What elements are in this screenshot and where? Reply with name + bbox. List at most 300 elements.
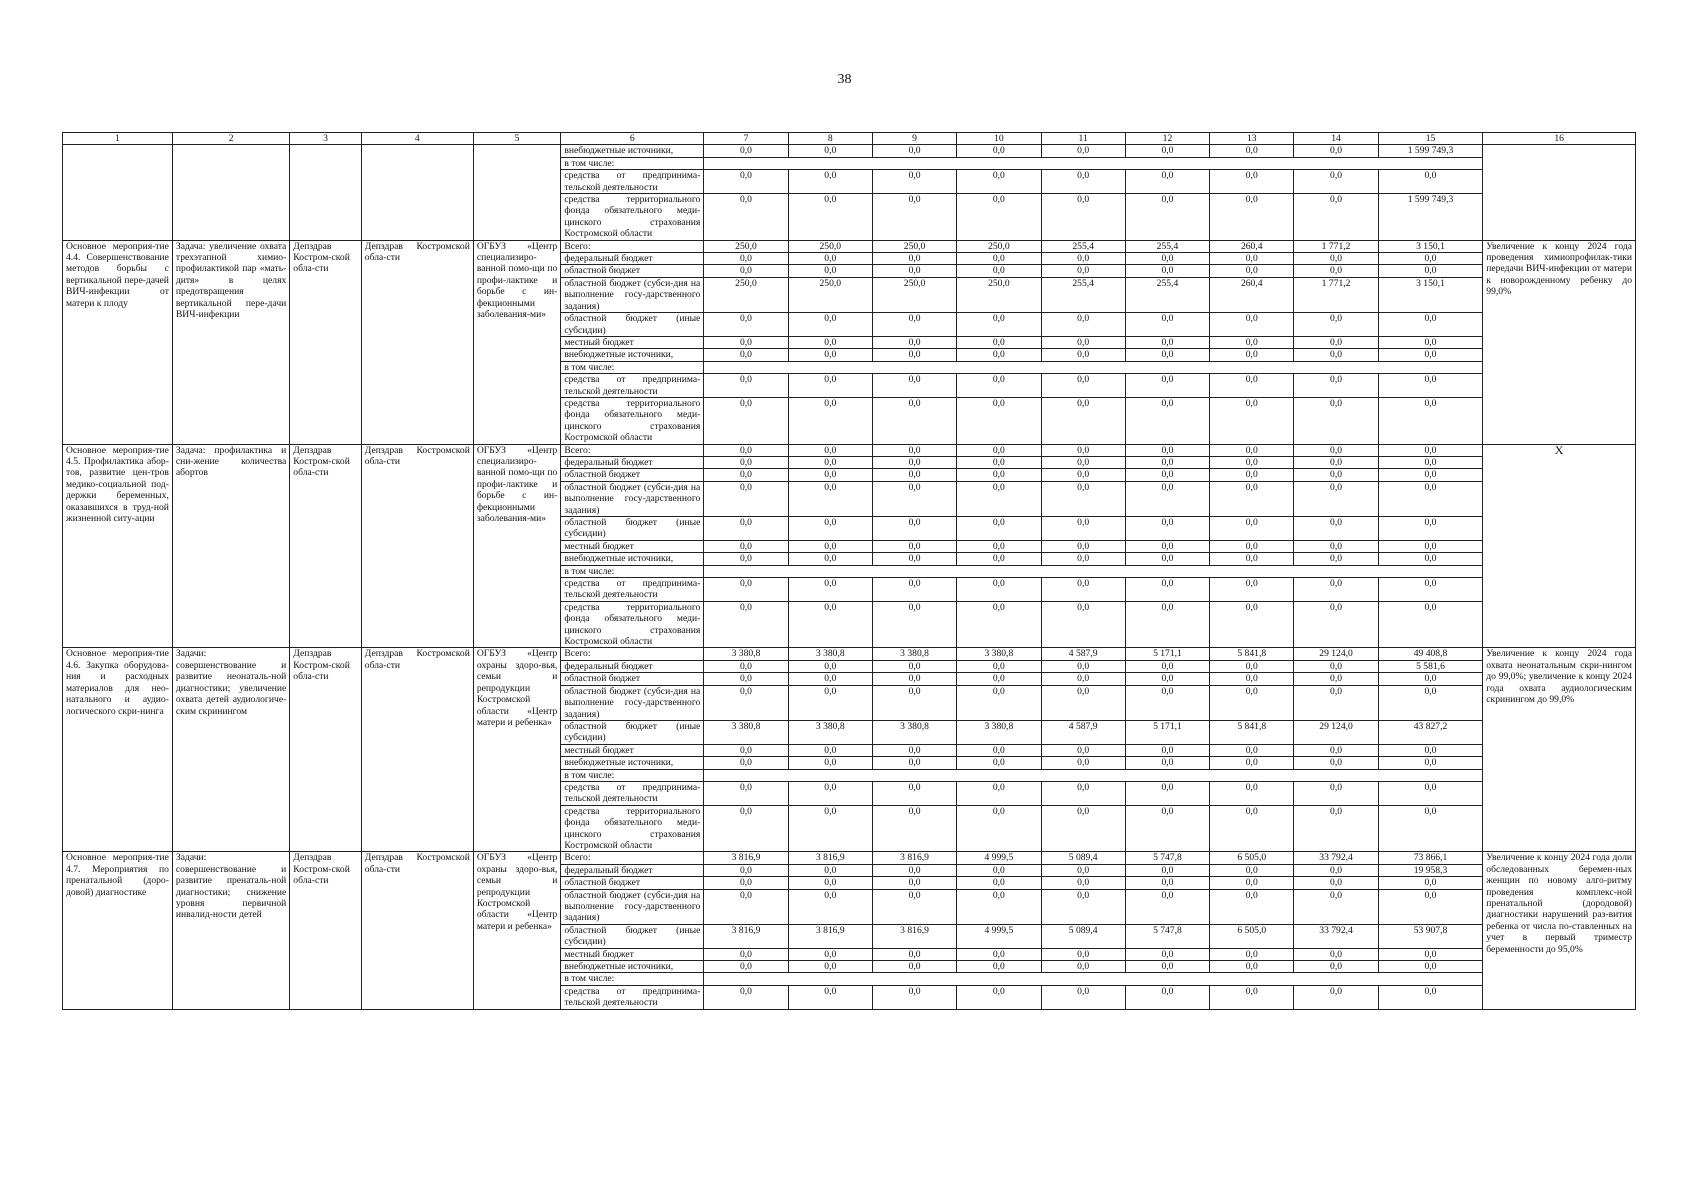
funding-value-cell: 0,0 — [957, 864, 1041, 876]
funding-source-label: областной бюджет (иные субсидии) — [561, 924, 704, 948]
budget-table-body — [63, 133, 1636, 1010]
funding-value-cell: 1 599 749,3 — [1378, 145, 1483, 157]
column-number: 10 — [957, 133, 1041, 145]
funding-value-cell: 0,0 — [1378, 553, 1483, 565]
funding-value-cell: 0,0 — [872, 601, 956, 648]
funding-source-label: средства от предпринима-тельской деятельности — [561, 170, 704, 194]
funding-value-cell: 0,0 — [1378, 456, 1483, 468]
measure-executor-cell: ОГБУЗ «Центр специализиро-ванной помо-щи по профи-лактике и борьбе с ин-фекционными заболевания-ми» — [473, 444, 561, 648]
funding-value-cell: 250,0 — [872, 240, 956, 252]
funding-value-cell: 4 999,5 — [957, 852, 1041, 864]
funding-value-cell: 0,0 — [957, 744, 1041, 756]
funding-source-label: в том числе: — [561, 769, 704, 781]
funding-value-cell: 3 380,8 — [957, 648, 1041, 660]
funding-value-cell: 0,0 — [788, 553, 872, 565]
funding-value-cell: 0,0 — [788, 948, 872, 960]
funding-value-cell: 0,0 — [872, 553, 956, 565]
funding-value-cell: 255,4 — [1041, 240, 1125, 252]
funding-value-cell: 3 816,9 — [872, 924, 956, 948]
funding-value-cell: 0,0 — [1294, 660, 1378, 672]
funding-value-cell: 0,0 — [704, 961, 788, 973]
funding-value-cell: 1 599 749,3 — [1378, 194, 1483, 241]
funding-value-cell: 3 816,9 — [788, 924, 872, 948]
funding-value-cell: 0,0 — [1210, 481, 1294, 516]
measure-task-cell: Задачи: совершенствование и развитие неонаталь-ной диагностики; увеличение охвата детей аудиологиче-ским скринингом — [172, 648, 289, 852]
funding-source-label: в том числе: — [561, 973, 704, 985]
funding-value-cell: 0,0 — [1378, 948, 1483, 960]
funding-value-cell: 0,0 — [1041, 313, 1125, 337]
funding-value-cell: 0,0 — [1294, 744, 1378, 756]
measure-title-cell: Основное мероприя-тие 4.4. Совершенствование методов борьбы с вертикальной пере-дачей ВИЧ-инфекции от матери к плоду — [63, 240, 173, 444]
funding-source-label: федеральный бюджет — [561, 660, 704, 672]
funding-value-cell: 0,0 — [1378, 349, 1483, 361]
funding-value-cell: 0,0 — [1125, 194, 1209, 241]
funding-value-cell: 0,0 — [788, 744, 872, 756]
funding-value-cell: 250,0 — [704, 240, 788, 252]
funding-value-cell: 0,0 — [1378, 744, 1483, 756]
funding-value-cell: 0,0 — [788, 877, 872, 889]
funding-value-cell: 0,0 — [957, 444, 1041, 456]
funding-value-cell: 4 587,9 — [1041, 648, 1125, 660]
funding-value-cell: 0,0 — [872, 313, 956, 337]
funding-value-cell: 0,0 — [1125, 253, 1209, 265]
funding-value-cell: 0,0 — [1210, 336, 1294, 348]
funding-value-cell: 5 747,8 — [1125, 924, 1209, 948]
funding-value-cell: 0,0 — [957, 456, 1041, 468]
funding-value-cell: 0,0 — [872, 757, 956, 769]
funding-value-cell: 3 380,8 — [957, 720, 1041, 744]
funding-value-cell: 5 089,4 — [1041, 852, 1125, 864]
funding-value-cell: 0,0 — [1294, 469, 1378, 481]
funding-source-label: внебюджетные источники, — [561, 145, 704, 157]
funding-value-cell: 3 816,9 — [704, 852, 788, 864]
funding-source-label: Всего: — [561, 240, 704, 252]
column-number: 5 — [473, 133, 561, 145]
funding-value-cell: 0,0 — [1378, 877, 1483, 889]
funding-value-cell: 0,0 — [788, 864, 872, 876]
funding-value-cell: 0,0 — [1125, 578, 1209, 602]
funding-value-cell: 0,0 — [704, 194, 788, 241]
funding-value-cell: 0,0 — [704, 601, 788, 648]
funding-value-cell: 0,0 — [704, 253, 788, 265]
funding-value-cell: 250,0 — [704, 277, 788, 312]
funding-value-cell: 0,0 — [957, 578, 1041, 602]
funding-value-cell: 0,0 — [1210, 456, 1294, 468]
funding-value-cell: 0,0 — [872, 948, 956, 960]
funding-value-cell: 0,0 — [1294, 889, 1378, 924]
funding-value-cell: 0,0 — [872, 540, 956, 552]
funding-value-cell: 0,0 — [1210, 553, 1294, 565]
funding-subheading-span — [704, 361, 1483, 373]
funding-value-cell: 0,0 — [1041, 170, 1125, 194]
funding-value-cell: 0,0 — [1294, 349, 1378, 361]
funding-value-cell: 0,0 — [957, 265, 1041, 277]
measure-grbs-cell: Депздрав Костромской обла-сти — [361, 648, 473, 852]
funding-value-cell: 0,0 — [1294, 145, 1378, 157]
funding-value-cell: 0,0 — [1294, 397, 1378, 444]
funding-value-cell: 250,0 — [788, 277, 872, 312]
funding-value-cell: 0,0 — [872, 253, 956, 265]
funding-value-cell: 0,0 — [1294, 805, 1378, 852]
funding-value-cell: 0,0 — [957, 757, 1041, 769]
funding-value-cell: 0,0 — [872, 985, 956, 1009]
funding-value-cell: 0,0 — [704, 517, 788, 541]
funding-value-cell: 0,0 — [1041, 253, 1125, 265]
table-row — [63, 648, 1636, 660]
funding-value-cell: 0,0 — [1125, 660, 1209, 672]
measure-grbs-cell: Депздрав Костромской обла-сти — [361, 852, 473, 1009]
continued-result-cell — [1483, 145, 1636, 240]
funding-source-label: средства территориального фонда обязательного меди-цинского страхования Костромской области — [561, 194, 704, 241]
funding-value-cell: 33 792,4 — [1294, 924, 1378, 948]
funding-value-cell: 0,0 — [872, 578, 956, 602]
funding-source-label: местный бюджет — [561, 540, 704, 552]
funding-value-cell: 0,0 — [872, 336, 956, 348]
funding-source-label: средства от предпринима-тельской деятельности — [561, 781, 704, 805]
funding-value-cell: 0,0 — [1210, 673, 1294, 685]
funding-value-cell: 0,0 — [1294, 781, 1378, 805]
funding-value-cell: 0,0 — [1378, 757, 1483, 769]
table-row — [63, 852, 1636, 864]
funding-value-cell: 0,0 — [1294, 170, 1378, 194]
funding-value-cell: 0,0 — [1294, 540, 1378, 552]
funding-value-cell: 0,0 — [1378, 601, 1483, 648]
funding-value-cell: 0,0 — [1378, 336, 1483, 348]
funding-value-cell: 0,0 — [788, 481, 872, 516]
funding-value-cell: 0,0 — [1125, 170, 1209, 194]
funding-value-cell: 0,0 — [1378, 673, 1483, 685]
funding-source-label: средства территориального фонда обязательного меди-цинского страхования Костромской области — [561, 601, 704, 648]
funding-value-cell: 0,0 — [1294, 553, 1378, 565]
funding-source-label: областной бюджет (субси-дия на выполнение госу-дарственного задания) — [561, 277, 704, 312]
funding-value-cell: 250,0 — [957, 240, 1041, 252]
funding-value-cell: 0,0 — [1125, 456, 1209, 468]
funding-value-cell: 0,0 — [1210, 194, 1294, 241]
funding-value-cell: 0,0 — [1125, 517, 1209, 541]
column-number: 4 — [361, 133, 473, 145]
funding-source-label: областной бюджет — [561, 265, 704, 277]
funding-value-cell: 0,0 — [1041, 601, 1125, 648]
funding-value-cell: 0,0 — [1041, 336, 1125, 348]
funding-value-cell: 250,0 — [872, 277, 956, 312]
funding-value-cell: 0,0 — [1041, 469, 1125, 481]
funding-value-cell: 0,0 — [1041, 805, 1125, 852]
funding-value-cell: 0,0 — [1210, 744, 1294, 756]
funding-value-cell: 0,0 — [1210, 948, 1294, 960]
measure-result-cell: X — [1483, 444, 1636, 648]
funding-value-cell: 1 771,2 — [1294, 240, 1378, 252]
funding-value-cell: 0,0 — [1210, 781, 1294, 805]
funding-value-cell: 0,0 — [1294, 673, 1378, 685]
funding-value-cell: 0,0 — [1378, 517, 1483, 541]
funding-value-cell: 0,0 — [957, 805, 1041, 852]
funding-value-cell: 0,0 — [957, 397, 1041, 444]
funding-value-cell: 0,0 — [1125, 757, 1209, 769]
funding-value-cell: 0,0 — [1125, 397, 1209, 444]
funding-value-cell: 0,0 — [704, 265, 788, 277]
funding-value-cell: 0,0 — [1041, 456, 1125, 468]
funding-value-cell: 0,0 — [788, 170, 872, 194]
funding-value-cell: 73 866,1 — [1378, 852, 1483, 864]
funding-value-cell: 0,0 — [872, 685, 956, 720]
funding-value-cell: 0,0 — [1125, 864, 1209, 876]
funding-value-cell: 0,0 — [1378, 469, 1483, 481]
funding-source-label: средства от предпринима-тельской деятельности — [561, 374, 704, 398]
funding-value-cell: 0,0 — [1294, 578, 1378, 602]
funding-value-cell: 0,0 — [957, 660, 1041, 672]
funding-value-cell: 3 380,8 — [788, 648, 872, 660]
funding-value-cell: 5 581,6 — [1378, 660, 1483, 672]
funding-value-cell: 0,0 — [1294, 757, 1378, 769]
column-number: 3 — [290, 133, 362, 145]
funding-value-cell: 0,0 — [957, 145, 1041, 157]
funding-value-cell: 0,0 — [1041, 397, 1125, 444]
measure-title-cell: Основное мероприя-тие 4.7. Мероприятия по пренатальной (доро-довой) диагностике — [63, 852, 173, 1009]
funding-value-cell: 0,0 — [872, 469, 956, 481]
funding-value-cell: 0,0 — [1294, 456, 1378, 468]
funding-source-label: Всего: — [561, 852, 704, 864]
funding-value-cell: 0,0 — [1210, 517, 1294, 541]
funding-value-cell: 0,0 — [1210, 961, 1294, 973]
measure-task-cell: Задача: увеличение охвата трехэтапной химио-профилактикой пар «мать-дитя» в целях предотвращения вертикальной пере-дачи ВИЧ-инфекции — [172, 240, 289, 444]
column-number: 8 — [788, 133, 872, 145]
funding-value-cell: 0,0 — [704, 685, 788, 720]
funding-value-cell: 0,0 — [1125, 673, 1209, 685]
funding-subheading-span — [704, 157, 1483, 169]
funding-value-cell: 0,0 — [1378, 444, 1483, 456]
funding-value-cell: 0,0 — [704, 948, 788, 960]
funding-value-cell: 0,0 — [1378, 578, 1483, 602]
funding-value-cell: 0,0 — [788, 145, 872, 157]
funding-value-cell: 0,0 — [957, 948, 1041, 960]
funding-value-cell: 0,0 — [1125, 685, 1209, 720]
funding-value-cell: 260,4 — [1210, 240, 1294, 252]
funding-value-cell: 0,0 — [1125, 444, 1209, 456]
funding-value-cell: 0,0 — [957, 673, 1041, 685]
funding-value-cell: 0,0 — [788, 349, 872, 361]
funding-value-cell: 0,0 — [1294, 313, 1378, 337]
funding-value-cell: 0,0 — [1378, 265, 1483, 277]
funding-source-label: средства от предпринима-тельской деятельности — [561, 985, 704, 1009]
funding-value-cell: 0,0 — [1294, 985, 1378, 1009]
column-number: 15 — [1378, 133, 1483, 145]
funding-value-cell: 0,0 — [1378, 781, 1483, 805]
column-number: 9 — [872, 133, 956, 145]
funding-value-cell: 0,0 — [872, 673, 956, 685]
funding-value-cell: 0,0 — [1125, 145, 1209, 157]
continued-grbs-cell — [361, 145, 473, 240]
funding-value-cell: 5 171,1 — [1125, 648, 1209, 660]
funding-source-label: в том числе: — [561, 361, 704, 373]
funding-value-cell: 0,0 — [872, 744, 956, 756]
funding-value-cell: 0,0 — [872, 397, 956, 444]
funding-value-cell: 0,0 — [1378, 481, 1483, 516]
funding-value-cell: 0,0 — [788, 673, 872, 685]
funding-value-cell: 3 816,9 — [788, 852, 872, 864]
funding-value-cell: 0,0 — [1041, 374, 1125, 398]
funding-value-cell: 3 380,8 — [788, 720, 872, 744]
funding-value-cell: 0,0 — [788, 397, 872, 444]
funding-value-cell: 0,0 — [1210, 265, 1294, 277]
funding-value-cell: 0,0 — [872, 781, 956, 805]
funding-value-cell: 0,0 — [957, 349, 1041, 361]
funding-value-cell: 0,0 — [872, 265, 956, 277]
funding-value-cell: 0,0 — [1125, 601, 1209, 648]
budget-table-container — [62, 132, 1636, 1010]
page-number: 38 — [837, 72, 852, 87]
funding-value-cell: 0,0 — [872, 877, 956, 889]
measure-responsible-cell: Депздрав Костром-ской обла-сти — [290, 240, 362, 444]
funding-value-cell: 0,0 — [704, 553, 788, 565]
funding-value-cell: 0,0 — [788, 517, 872, 541]
funding-value-cell: 0,0 — [704, 313, 788, 337]
funding-value-cell: 0,0 — [957, 170, 1041, 194]
funding-value-cell: 0,0 — [1294, 265, 1378, 277]
funding-value-cell: 19 958,3 — [1378, 864, 1483, 876]
funding-value-cell: 0,0 — [1210, 864, 1294, 876]
column-number: 14 — [1294, 133, 1378, 145]
funding-value-cell: 5 747,8 — [1125, 852, 1209, 864]
funding-value-cell: 0,0 — [704, 170, 788, 194]
funding-value-cell: 0,0 — [788, 889, 872, 924]
funding-value-cell: 0,0 — [1041, 578, 1125, 602]
continued-task-cell — [172, 145, 289, 240]
funding-source-label: областной бюджет (иные субсидии) — [561, 720, 704, 744]
funding-value-cell: 0,0 — [704, 877, 788, 889]
funding-value-cell: 0,0 — [1125, 540, 1209, 552]
measure-responsible-cell: Депздрав Костром-ской обла-сти — [290, 852, 362, 1009]
funding-value-cell: 0,0 — [957, 336, 1041, 348]
funding-value-cell: 0,0 — [1041, 877, 1125, 889]
funding-value-cell: 0,0 — [704, 744, 788, 756]
measure-title-cell: Основное мероприя-тие 4.5. Профилактика абор-тов, развитие цен-тров медико-социальной под-держки беременных, оказавшихся в труд-ной жизненной ситу-ации — [63, 444, 173, 648]
funding-value-cell: 3 380,8 — [704, 648, 788, 660]
funding-source-label: средства территориального фонда обязательного меди-цинского страхования Костромской области — [561, 805, 704, 852]
column-number: 7 — [704, 133, 788, 145]
funding-value-cell: 0,0 — [1210, 601, 1294, 648]
funding-value-cell: 0,0 — [788, 374, 872, 398]
funding-value-cell: 260,4 — [1210, 277, 1294, 312]
funding-value-cell: 4 587,9 — [1041, 720, 1125, 744]
funding-value-cell: 5 171,1 — [1125, 720, 1209, 744]
funding-value-cell: 0,0 — [788, 265, 872, 277]
funding-value-cell: 0,0 — [872, 805, 956, 852]
funding-value-cell: 0,0 — [1210, 889, 1294, 924]
funding-value-cell: 250,0 — [788, 240, 872, 252]
funding-value-cell: 0,0 — [957, 985, 1041, 1009]
funding-value-cell: 0,0 — [1378, 313, 1483, 337]
funding-source-label: в том числе: — [561, 565, 704, 577]
funding-value-cell: 0,0 — [1378, 985, 1483, 1009]
funding-value-cell: 0,0 — [1210, 540, 1294, 552]
measure-executor-cell: ОГБУЗ «Центр охраны здоро-вья, семьи и репродукции Костромской области «Центр матери и ребенка» — [473, 648, 561, 852]
funding-value-cell: 49 408,8 — [1378, 648, 1483, 660]
funding-value-cell: 0,0 — [1210, 877, 1294, 889]
funding-value-cell: 0,0 — [1125, 744, 1209, 756]
funding-value-cell: 0,0 — [1294, 374, 1378, 398]
funding-value-cell: 0,0 — [957, 601, 1041, 648]
funding-value-cell: 0,0 — [1125, 877, 1209, 889]
funding-value-cell: 0,0 — [788, 805, 872, 852]
funding-value-cell: 0,0 — [957, 685, 1041, 720]
column-number: 16 — [1483, 133, 1636, 145]
funding-value-cell: 0,0 — [704, 673, 788, 685]
funding-source-label: местный бюджет — [561, 948, 704, 960]
funding-value-cell: 0,0 — [704, 336, 788, 348]
funding-value-cell: 0,0 — [957, 374, 1041, 398]
funding-source-label: областной бюджет — [561, 469, 704, 481]
funding-value-cell: 0,0 — [1041, 961, 1125, 973]
funding-value-cell: 0,0 — [1378, 805, 1483, 852]
funding-value-cell: 0,0 — [1210, 313, 1294, 337]
funding-value-cell: 0,0 — [788, 469, 872, 481]
funding-value-cell: 0,0 — [1294, 877, 1378, 889]
funding-value-cell: 0,0 — [1378, 253, 1483, 265]
funding-value-cell: 0,0 — [1125, 948, 1209, 960]
measure-task-cell: Задачи: совершенствование и развитие пренаталь-ной диагностики; снижение уровня первичной инвалид-ности детей — [172, 852, 289, 1009]
measure-result-cell: Увеличение к концу 2024 года охвата неонатальным скри-нингом до 99,0%; увеличение к концу 2024 года охвата аудиологическим скринингом до 99,0% — [1483, 648, 1636, 852]
funding-value-cell: 6 505,0 — [1210, 924, 1294, 948]
funding-value-cell: 0,0 — [1378, 397, 1483, 444]
funding-value-cell: 0,0 — [1125, 781, 1209, 805]
funding-value-cell: 0,0 — [1041, 349, 1125, 361]
funding-value-cell: 0,0 — [957, 517, 1041, 541]
funding-value-cell: 0,0 — [704, 444, 788, 456]
funding-value-cell: 0,0 — [1294, 961, 1378, 973]
funding-source-label: средства от предпринима-тельской деятельности — [561, 578, 704, 602]
measure-task-cell: Задача: профилактика и сни-жение количества абортов — [172, 444, 289, 648]
funding-source-label: областной бюджет — [561, 877, 704, 889]
funding-value-cell: 0,0 — [704, 469, 788, 481]
funding-value-cell: 3 150,1 — [1378, 240, 1483, 252]
funding-value-cell: 0,0 — [788, 540, 872, 552]
funding-value-cell: 0,0 — [1041, 540, 1125, 552]
measure-grbs-cell: Депздрав Костромской обла-сти — [361, 240, 473, 444]
funding-value-cell: 0,0 — [1041, 757, 1125, 769]
funding-value-cell: 250,0 — [957, 277, 1041, 312]
funding-value-cell: 0,0 — [1125, 889, 1209, 924]
funding-value-cell: 3 816,9 — [872, 852, 956, 864]
funding-value-cell: 6 505,0 — [1210, 852, 1294, 864]
funding-value-cell: 0,0 — [788, 660, 872, 672]
funding-value-cell: 0,0 — [788, 961, 872, 973]
funding-value-cell: 0,0 — [872, 864, 956, 876]
funding-value-cell: 0,0 — [788, 685, 872, 720]
funding-source-label: в том числе: — [561, 157, 704, 169]
funding-value-cell: 0,0 — [1210, 253, 1294, 265]
measure-responsible-cell: Депздрав Костром-ской обла-сти — [290, 648, 362, 852]
funding-value-cell: 0,0 — [1125, 374, 1209, 398]
funding-value-cell: 0,0 — [1125, 265, 1209, 277]
funding-value-cell: 0,0 — [704, 985, 788, 1009]
funding-value-cell: 3 150,1 — [1378, 277, 1483, 312]
funding-value-cell: 0,0 — [957, 481, 1041, 516]
funding-value-cell: 3 380,8 — [872, 720, 956, 744]
column-number: 1 — [63, 133, 173, 145]
funding-value-cell: 0,0 — [872, 961, 956, 973]
column-number: 12 — [1125, 133, 1209, 145]
funding-source-label: областной бюджет (иные субсидии) — [561, 517, 704, 541]
funding-value-cell: 0,0 — [1378, 685, 1483, 720]
funding-value-cell: 0,0 — [1041, 444, 1125, 456]
funding-value-cell: 0,0 — [1294, 444, 1378, 456]
funding-value-cell: 0,0 — [1125, 336, 1209, 348]
funding-source-label: федеральный бюджет — [561, 456, 704, 468]
funding-value-cell: 255,4 — [1125, 277, 1209, 312]
funding-source-label: внебюджетные источники, — [561, 553, 704, 565]
funding-value-cell: 0,0 — [1210, 578, 1294, 602]
measure-executor-cell: ОГБУЗ «Центр охраны здоро-вья, семьи и репродукции Костромской области «Центр матери и ребенка» — [473, 852, 561, 1009]
